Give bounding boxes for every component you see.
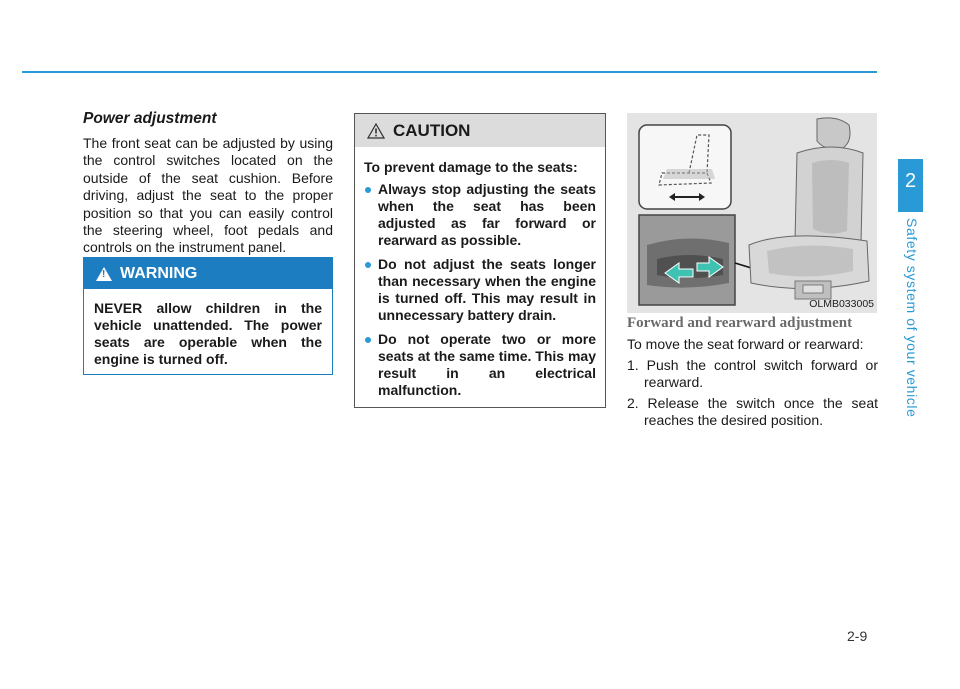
caution-intro: To prevent damage to the seats: xyxy=(364,159,578,175)
caution-item: Do not operate two or more seats at the same time. This may result in an electrical malfunction. xyxy=(364,331,596,399)
subsection-intro: To move the seat forward or rearward: xyxy=(627,336,864,352)
chapter-title-container xyxy=(902,218,920,418)
caution-label: CAUTION xyxy=(393,120,471,140)
caution-triangle-icon xyxy=(367,123,385,139)
steps-list xyxy=(627,357,878,429)
warning-text: NEVER allow children in the vehicle unattended. The power seats are operable when the engine is turned off. xyxy=(94,300,322,367)
warning-label: WARNING xyxy=(120,264,198,282)
power-seat-illustration xyxy=(627,113,877,313)
top-rule xyxy=(22,71,877,73)
seat-adjustment-figure xyxy=(627,113,877,313)
figure-code: OLMB033005 xyxy=(809,298,874,310)
forward-rearward-section xyxy=(627,315,878,433)
chapter-title: Safety system of your vehicle xyxy=(904,218,920,418)
caution-list xyxy=(355,181,605,399)
chapter-tab xyxy=(898,159,923,212)
power-adjustment-section xyxy=(83,110,333,257)
section-title: Power adjustment xyxy=(83,110,217,127)
step-item: 1. Push the control switch forward or rearward. xyxy=(627,357,878,390)
chapter-number: 2 xyxy=(904,170,917,192)
warning-triangle-icon xyxy=(96,267,112,281)
warning-box xyxy=(83,257,333,375)
step-item: 2. Release the switch once the seat reaches the desired position. xyxy=(627,395,878,428)
page-number: 2-9 xyxy=(847,628,868,644)
caution-item: Always stop adjusting the seats when the seat has been adjusted as far forward or rearward as possible. xyxy=(364,181,596,249)
subsection-title: Forward and rearward adjustment xyxy=(627,315,853,331)
warning-header xyxy=(84,258,332,289)
section-body: The front seat can be adjusted by using the control switches located on the outside of the seat cushion. Before driving, adjust the seat to the proper position so that you can easily control the steering wheel, foot pedals and controls on the instrument panel. xyxy=(83,135,333,256)
caution-header xyxy=(355,114,605,147)
caution-item: Do not adjust the seats longer than necessary when the engine is turned off. This may result in unnecessary battery drain. xyxy=(364,256,596,324)
caution-box xyxy=(354,113,606,408)
